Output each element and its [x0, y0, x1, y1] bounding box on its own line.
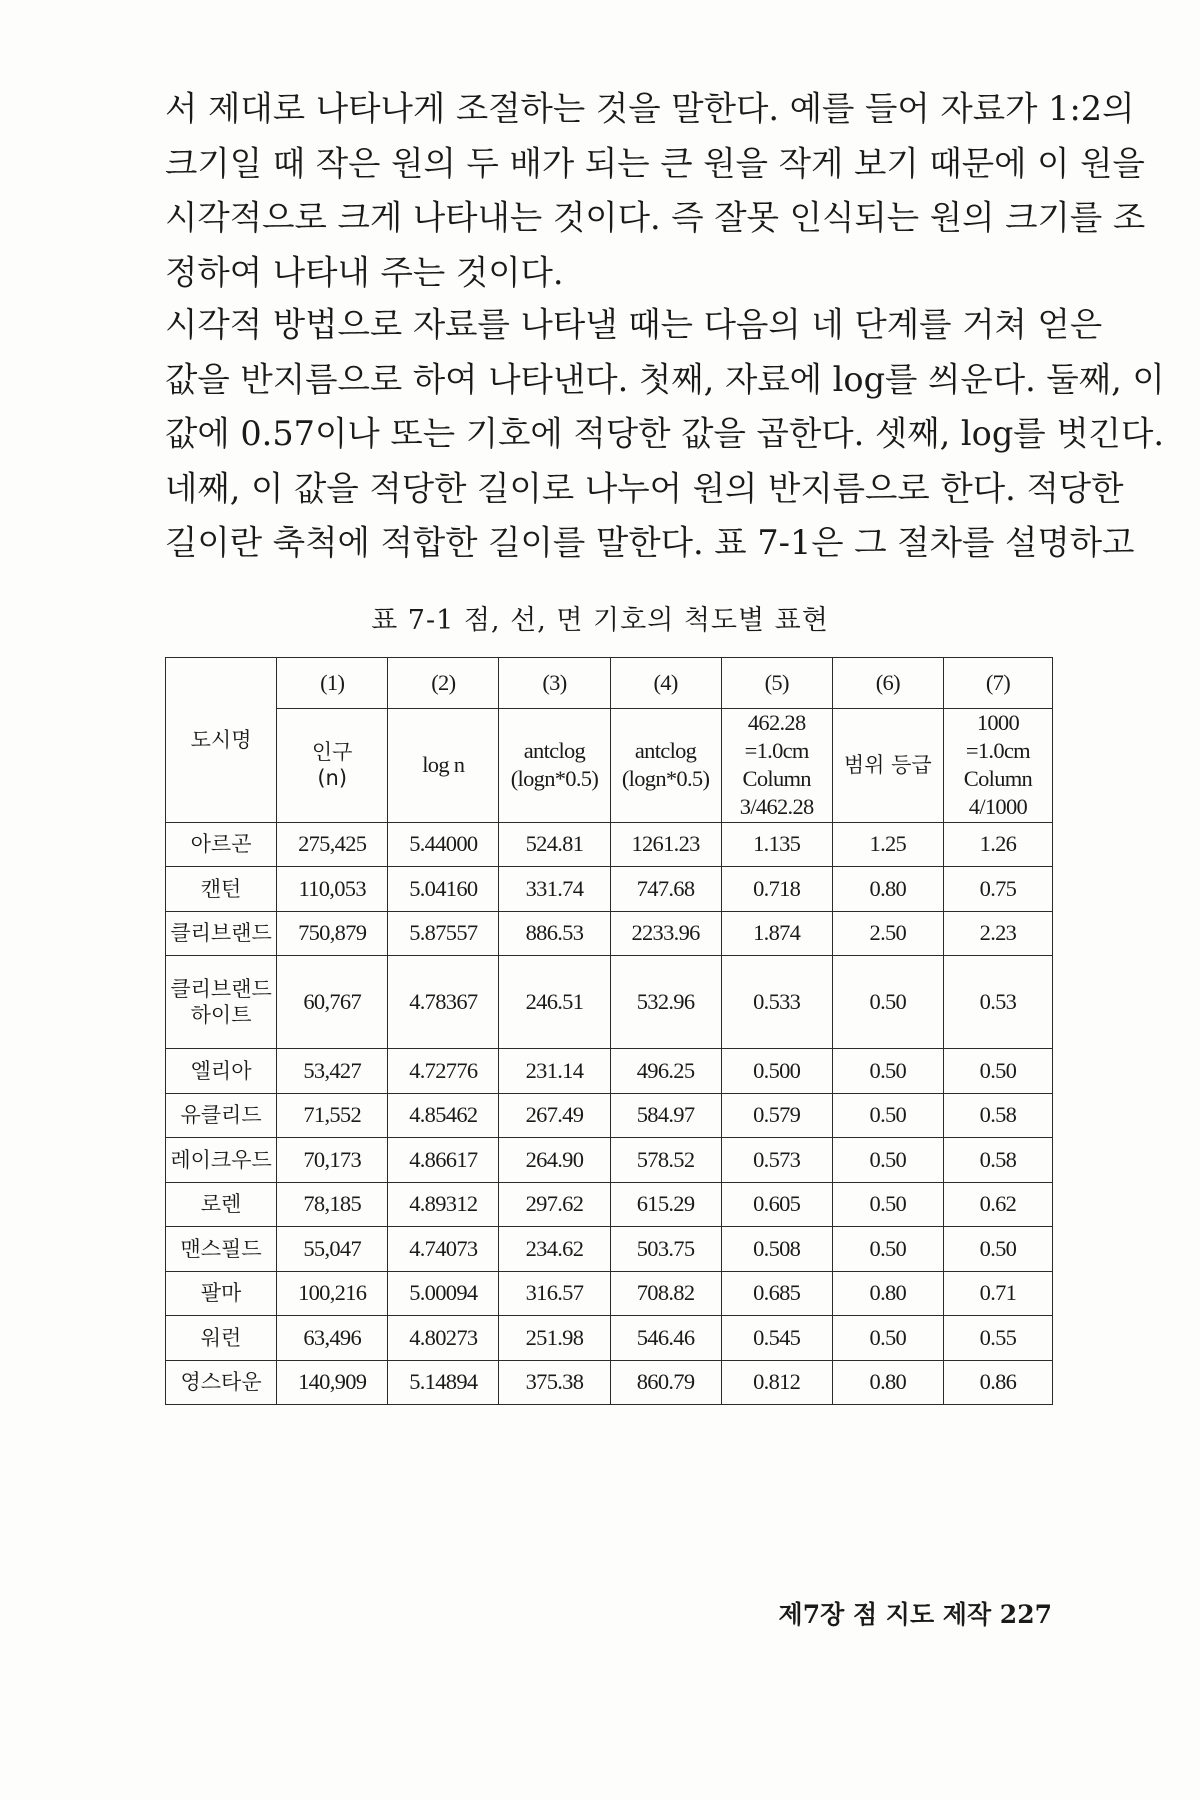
table-cell: 4.85462	[388, 1093, 499, 1138]
header-row-labels	[166, 709, 1053, 823]
city-name-line: 워런	[200, 1325, 242, 1350]
column-header	[832, 709, 943, 823]
table-cell: 4.78367	[388, 956, 499, 1049]
table-cell: 234.62	[499, 1227, 610, 1272]
table-cell: 2.50	[832, 911, 943, 956]
table-cell: 0.80	[832, 1360, 943, 1405]
table-cell: 0.80	[832, 867, 943, 912]
table-cell: 0.50	[943, 1227, 1052, 1272]
table-cell: 503.75	[610, 1227, 721, 1272]
table-cell: 53,427	[277, 1049, 388, 1094]
city-name	[166, 822, 277, 867]
table-row	[166, 1227, 1053, 1272]
column-header-line: =1.0cm	[744, 738, 809, 764]
table-row	[166, 1316, 1053, 1361]
table-cell: 747.68	[610, 867, 721, 912]
column-header-line: Column	[963, 766, 1033, 792]
table-cell: 615.29	[610, 1182, 721, 1227]
header-row-numbers	[166, 658, 1053, 709]
table-cell: 4.80273	[388, 1316, 499, 1361]
table-cell: 546.46	[610, 1316, 721, 1361]
table-cell: 1.26	[943, 822, 1052, 867]
table-cell: 708.82	[610, 1271, 721, 1316]
table-cell: 63,496	[277, 1316, 388, 1361]
table-cell: 1.874	[721, 911, 832, 956]
city-name-line: 영스타운	[180, 1370, 262, 1395]
column-number: (3)	[499, 658, 610, 709]
table-cell: 5.14894	[388, 1360, 499, 1405]
table-row	[166, 1138, 1053, 1183]
table-row	[166, 1049, 1053, 1094]
table-cell: 0.533	[721, 956, 832, 1049]
table-cell: 251.98	[499, 1316, 610, 1361]
column-header-line: 4/1000	[968, 794, 1028, 820]
table-cell: 0.573	[721, 1138, 832, 1183]
city-name	[166, 867, 277, 912]
table-cell: 0.50	[943, 1049, 1052, 1094]
table-cell: 2233.96	[610, 911, 721, 956]
data-table	[165, 657, 1053, 1405]
text-line: 시각적 방법으로 자료를 나타낼 때는 다음의 네 단계를 거쳐 얻은	[165, 305, 1103, 344]
table-cell: 584.97	[610, 1093, 721, 1138]
table-row	[166, 1360, 1053, 1405]
table-cell: 110,053	[277, 867, 388, 912]
table-row	[166, 1271, 1053, 1316]
city-name	[166, 1138, 277, 1183]
table-cell: 264.90	[499, 1138, 610, 1183]
table-cell: 60,767	[277, 956, 388, 1049]
column-header-line: (n)	[317, 766, 348, 791]
table-cell: 5.00094	[388, 1271, 499, 1316]
column-header-line: (logn*0.5)	[621, 766, 710, 792]
city-name-line: 유클리드	[180, 1103, 262, 1128]
city-name-line: 로렌	[200, 1192, 242, 1217]
city-name-line: 맨스필드	[180, 1236, 262, 1261]
table-cell: 1.135	[721, 822, 832, 867]
text-line: 값을 반지름으로 하여 나타낸다. 첫째, 자료에 log를 씌운다. 둘째, 이	[165, 359, 1165, 399]
city-name	[166, 1271, 277, 1316]
table-caption: 표 7-1 점, 선, 면 기호의 척도별 표현	[371, 605, 829, 636]
table-cell: 5.44000	[388, 822, 499, 867]
table-cell: 496.25	[610, 1049, 721, 1094]
table-cell: 5.87557	[388, 911, 499, 956]
table-cell: 0.71	[943, 1271, 1052, 1316]
table-cell: 316.57	[499, 1271, 610, 1316]
table-cell: 275,425	[277, 822, 388, 867]
table-cell: 4.89312	[388, 1182, 499, 1227]
table-cell: 0.508	[721, 1227, 832, 1272]
city-name	[166, 1360, 277, 1405]
text-line: 값에 0.57이나 또는 기호에 적당한 값을 곱한다. 셋째, log를 벗긴다.	[165, 414, 1165, 453]
column-header	[721, 709, 832, 823]
table-cell: 0.55	[943, 1316, 1052, 1361]
city-name-line: 팔마	[200, 1281, 242, 1306]
table-cell: 246.51	[499, 956, 610, 1049]
table-cell: 886.53	[499, 911, 610, 956]
table-cell: 1.25	[832, 822, 943, 867]
column-header	[277, 709, 388, 823]
city-name	[166, 1316, 277, 1361]
table-cell: 4.86617	[388, 1138, 499, 1183]
column-number: (1)	[277, 658, 388, 709]
table-cell: 78,185	[277, 1182, 388, 1227]
column-header	[388, 709, 499, 823]
table-cell: 0.50	[832, 1049, 943, 1094]
table-cell: 578.52	[610, 1138, 721, 1183]
column-header-line: =1.0cm	[965, 738, 1030, 764]
table-cell: 524.81	[499, 822, 610, 867]
column-header-line: 1000	[976, 710, 1020, 735]
table-cell: 5.04160	[388, 867, 499, 912]
column-header-line: 462.28	[747, 710, 806, 735]
column-header-line: Column	[742, 766, 811, 792]
table-cell: 0.579	[721, 1093, 832, 1138]
table-row	[166, 911, 1053, 956]
table-cell: 70,173	[277, 1138, 388, 1183]
city-name	[166, 1093, 277, 1138]
text-line: 네째, 이 값을 적당한 길이로 나누어 원의 반지름으로 한다. 적당한	[165, 468, 1124, 508]
city-name-line: 클리브랜드	[170, 976, 272, 1001]
table-row	[166, 822, 1053, 867]
table-cell: 0.500	[721, 1049, 832, 1094]
table-cell: 0.58	[943, 1093, 1052, 1138]
table-cell: 0.53	[943, 956, 1052, 1049]
table-cell: 140,909	[277, 1360, 388, 1405]
column-number: (2)	[388, 658, 499, 709]
column-header	[610, 709, 721, 823]
table-row	[166, 956, 1053, 1049]
table-cell: 4.72776	[388, 1049, 499, 1094]
table-row	[166, 1182, 1053, 1227]
text-line: 시각적으로 크게 나타내는 것이다. 즉 잘못 인식되는 원의 크기를 조	[165, 198, 1146, 237]
table-cell: 4.74073	[388, 1227, 499, 1272]
city-name-line: 레이크우드	[170, 1147, 272, 1172]
table-cell: 0.58	[943, 1138, 1052, 1183]
table-cell: 0.605	[721, 1182, 832, 1227]
column-header-line: antclog	[523, 738, 586, 764]
table-cell: 0.545	[721, 1316, 832, 1361]
table-cell: 0.812	[721, 1360, 832, 1405]
table-cell: 375.38	[499, 1360, 610, 1405]
table-cell: 71,552	[277, 1093, 388, 1138]
table-cell: 0.718	[721, 867, 832, 912]
table-cell: 0.50	[832, 1138, 943, 1183]
table-cell: 750,879	[277, 911, 388, 956]
column-header-line: (logn*0.5)	[510, 766, 599, 792]
table-cell: 1261.23	[610, 822, 721, 867]
table-cell: 0.50	[832, 1182, 943, 1227]
table-cell: 100,216	[277, 1271, 388, 1316]
city-name	[166, 1049, 277, 1094]
text-line: 정하여 나타내 주는 것이다.	[165, 252, 564, 292]
city-name-line: 하이트	[190, 1003, 252, 1027]
table-cell: 0.50	[832, 1093, 943, 1138]
column-number: (5)	[721, 658, 832, 709]
page-footer: 제7장 점 지도 제작 227	[778, 1600, 1052, 1629]
column-header-line: log n	[422, 752, 465, 778]
table-cell: 0.685	[721, 1271, 832, 1316]
table-cell: 532.96	[610, 956, 721, 1049]
text-line: 크기일 때 작은 원의 두 배가 되는 큰 원을 작게 보기 때문에 이 원을	[165, 143, 1145, 183]
table-row	[166, 867, 1053, 912]
column-header-line: 범위 등급	[843, 753, 932, 778]
column-header-line: antclog	[634, 738, 697, 764]
city-name	[166, 911, 277, 956]
text-line: 서 제대로 나타나게 조절하는 것을 말한다. 예를 들어 자료가 1:2의	[165, 89, 1135, 128]
table-cell: 231.14	[499, 1049, 610, 1094]
table-cell: 0.50	[832, 956, 943, 1049]
column-number: (6)	[832, 658, 943, 709]
table-cell: 2.23	[943, 911, 1052, 956]
column-number: (4)	[610, 658, 721, 709]
table-cell: 0.50	[832, 1316, 943, 1361]
table-cell: 267.49	[499, 1093, 610, 1138]
city-name-line: 아르곤	[190, 832, 252, 857]
text-line: 길이란 축척에 적합한 길이를 말한다. 표 7-1은 그 절차를 설명하고	[165, 523, 1135, 562]
table-cell: 860.79	[610, 1360, 721, 1405]
table-cell: 331.74	[499, 867, 610, 912]
city-name-line: 캔턴	[200, 876, 242, 901]
city-name	[166, 1227, 277, 1272]
table-cell: 0.50	[832, 1227, 943, 1272]
table-cell: 0.86	[943, 1360, 1052, 1405]
table-cell: 55,047	[277, 1227, 388, 1272]
column-header	[943, 709, 1052, 823]
city-header: 도시명	[166, 658, 277, 823]
table-cell: 0.75	[943, 867, 1052, 912]
city-name-line: 클리브랜드	[170, 921, 272, 946]
column-header-line: 3/462.28	[739, 794, 814, 820]
column-header	[499, 709, 610, 823]
table-cell: 0.62	[943, 1182, 1052, 1227]
city-name	[166, 1182, 277, 1227]
table-cell: 297.62	[499, 1182, 610, 1227]
city-name	[166, 956, 277, 1049]
city-name-line: 엘리아	[190, 1058, 252, 1083]
column-number: (7)	[943, 658, 1052, 709]
column-header-line: 인구	[311, 740, 353, 764]
table-cell: 0.80	[832, 1271, 943, 1316]
table-row	[166, 1093, 1053, 1138]
